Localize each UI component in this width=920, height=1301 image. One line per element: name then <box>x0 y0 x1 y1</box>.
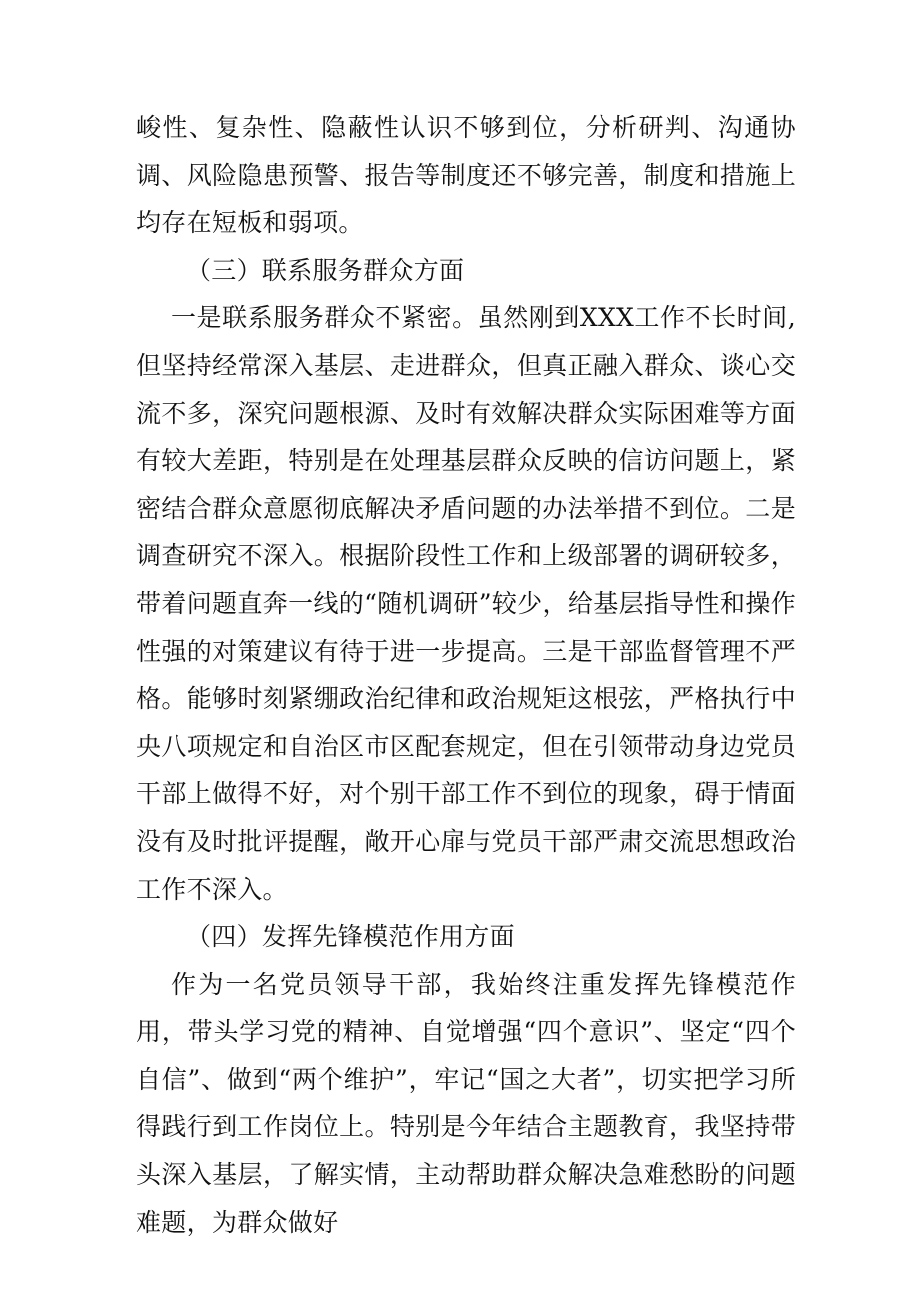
section-heading-3: （三）联系服务群众方面 <box>186 255 465 285</box>
document-body <box>136 104 796 1246</box>
paragraph-continuation: 峻性、复杂性、隐蔽性认识不够到位，分析研判、沟通协调、风险隐患预警、报告等制度还不够完善，制度和措施上均存在短板和弱项。 <box>136 113 796 238</box>
paragraph-vanguard-role: 作为一名党员领导干部，我始终注重发挥先锋模范作用，带头学习党的精神、自觉增强“四个意识”、坚定“四个自信”、做到“两个维护”，牢记“国之大者”，切实把学习所得践行到工作岗位上。特别是今年结合主题教育，我坚持带头深入基层，了解实情，主动帮助群众解决急难愁盼的问题难题，为群众做好 <box>136 969 796 1237</box>
section-heading-4: （四）发挥先锋模范作用方面 <box>186 922 515 952</box>
paragraph-service-masses: 一是联系服务群众不紧密。虽然刚到XXX工作不长时间,但坚持经常深入基层、走进群众，但真正融入群众、谈心交流不多，深究问题根源、及时有效解决群众实际困难等方面有较大差距，特别是在处理基层群众反映的信访问题上，紧密结合群众意愿彻底解决矛盾问题的办法举措不到位。二是调查研究不深入。根据阶段性工作和上级部署的调研较多，带着问题直奔一线的“随机调研”较少，给基层指导性和操作性强的对策建议有待于进一步提高。三是干部监督管理不严格。能够时刻紧绷政治纪律和政治规矩这根弦，严格执行中央八项规定和自治区市区配套规定，但在引领带动身边党员干部上做得不好，对个别干部工作不到位的现象，碍于情面没有及时批评提醒，敞开心扉与党员干部严肃交流思想政治工作不深入。 <box>136 303 796 904</box>
